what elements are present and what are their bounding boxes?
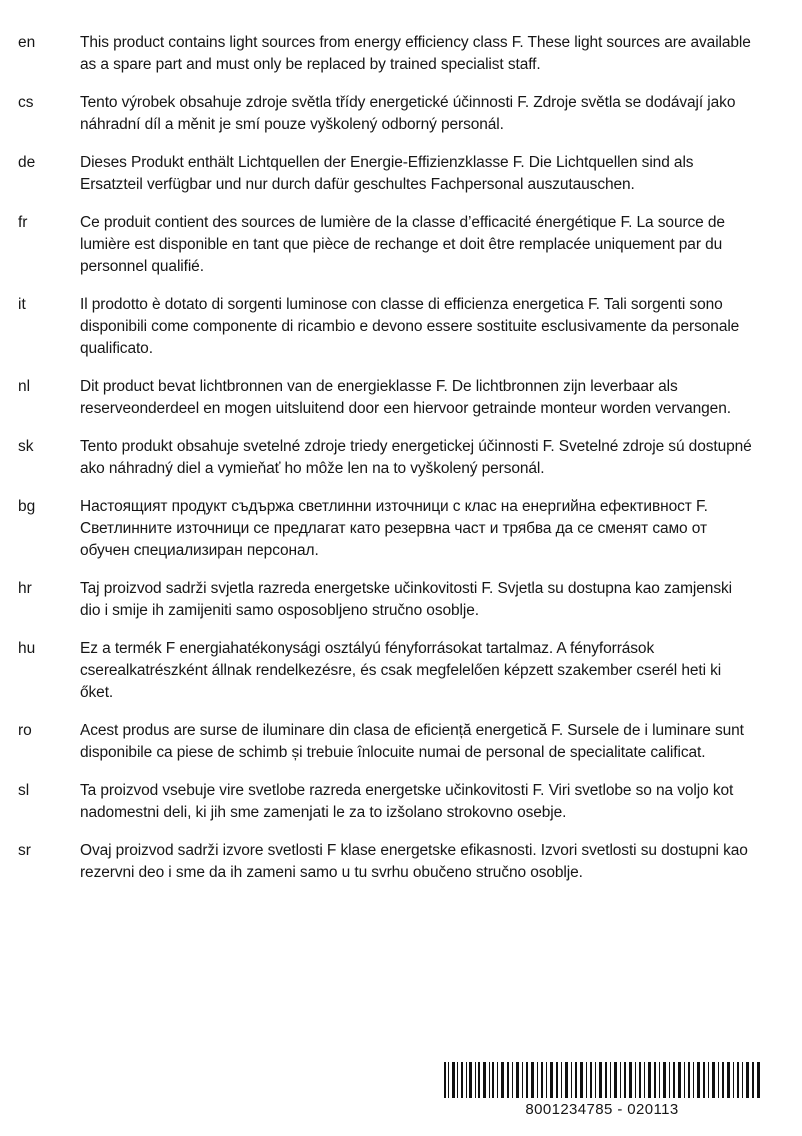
language-text: Dieses Produkt enthält Lichtquellen der Energie-Effizienzklasse F. Die Lichtquellen sind als Ersatzteil verfügbar und nur durch dafür geschultes Fachpersonal auszutauschen. bbox=[80, 154, 694, 193]
list-item bbox=[18, 32, 762, 76]
language-code: en bbox=[18, 34, 36, 51]
list-item bbox=[18, 212, 762, 278]
list-item bbox=[18, 720, 762, 764]
language-code: it bbox=[18, 296, 26, 313]
barcode-number: 8001234785 - 020113 bbox=[525, 1101, 679, 1118]
barcode-icon bbox=[442, 1062, 762, 1098]
list-item bbox=[18, 840, 762, 884]
language-text: Настоящият продукт съдържа светлинни източници с клас на енергийна ефективност F. Светлинните източници се предлагат като резервна част и трябва да се сменят само от обучен специализиран персонал. bbox=[80, 498, 708, 559]
language-text: Tento produkt obsahuje svetelné zdroje triedy energetickej účinnosti F. Svetelné zdroje sú dostupné ako náhradný diel a vymieňať ho môže len na to vyškolený personál. bbox=[80, 438, 752, 477]
language-text: Il prodotto è dotato di sorgenti luminose con classe di efficienza energetica F. Tali sorgenti sono disponibili come componente di ricambio e devono essere sostituite esclusivamente da personale qualificato. bbox=[80, 296, 740, 357]
footer bbox=[442, 1062, 762, 1118]
language-text: Ta proizvod vsebuje vire svetlobe razreda energetske učinkovitosti F. Viri svetlobe so na voljo kot nadomestni deli, ki jih sme zamenjati le za to izšolano strokovno osebje. bbox=[80, 782, 734, 821]
language-code: hu bbox=[18, 640, 36, 657]
language-text: This product contains light sources from energy efficiency class F. These light sources are available as a spare part and must only be replaced by trained specialist staff. bbox=[80, 34, 751, 73]
language-text: Ovaj proizvod sadrži izvore svetlosti F klase energetske efikasnosti. Izvori svetlosti su dostupni kao rezervni deo i sme da ih zameni samo u tu svrhu obučeno stručno osoblje. bbox=[80, 842, 748, 881]
language-text: Taj proizvod sadrži svjetla razreda energetske učinkovitosti F. Svjetla su dostupna kao zamjenski dio i smije ih zamijeniti samo osposobljeno stručno osoblje. bbox=[80, 580, 732, 619]
language-code: sr bbox=[18, 842, 31, 859]
language-code: fr bbox=[18, 214, 28, 231]
list-item bbox=[18, 152, 762, 196]
language-code: bg bbox=[18, 498, 36, 515]
list-item bbox=[18, 436, 762, 480]
language-code: nl bbox=[18, 378, 31, 395]
list-item bbox=[18, 780, 762, 824]
list-item bbox=[18, 92, 762, 136]
language-code: de bbox=[18, 154, 36, 171]
language-text: Ez a termék F energiahatékonysági osztályú fényforrásokat tartalmaz. A fényforrások cserealkatrészként állnak rendelkezésre, és csak megfelelően képzett szakember cserél heti ki őket. bbox=[80, 640, 722, 701]
list-item bbox=[18, 496, 762, 562]
language-text: Dit product bevat lichtbronnen van de energieklasse F. De lichtbronnen zijn leverbaar als reserveonderdeel en mogen uitsluitend door een hiervoor getrainde monteur worden vervangen. bbox=[80, 378, 731, 417]
language-code: hr bbox=[18, 580, 32, 597]
language-code: sk bbox=[18, 438, 34, 455]
language-code: sl bbox=[18, 782, 30, 799]
language-text: Ce produit contient des sources de lumière de la classe d’efficacité énergétique F. La source de lumière est disponible en tant que pièce de rechange et doit être remplacée uniquement par du personnel qualifié. bbox=[80, 214, 725, 275]
language-text: Acest produs are surse de iluminare din clasa de eficiență energetică F. Sursele de i luminare sunt disponibile ca piese de schimb și trebuie înlocuite numai de personal de specialitate calificat. bbox=[80, 722, 744, 761]
language-code: ro bbox=[18, 722, 32, 739]
language-code: cs bbox=[18, 94, 34, 111]
list-item bbox=[18, 376, 762, 420]
language-text: Tento výrobek obsahuje zdroje světla třídy energetické účinnosti F. Zdroje světla se dodávají jako náhradní díl a měnit je smí pouze vyškolený odborný personál. bbox=[80, 94, 736, 133]
list-item bbox=[18, 578, 762, 622]
list-item bbox=[18, 294, 762, 360]
list-item bbox=[18, 638, 762, 704]
